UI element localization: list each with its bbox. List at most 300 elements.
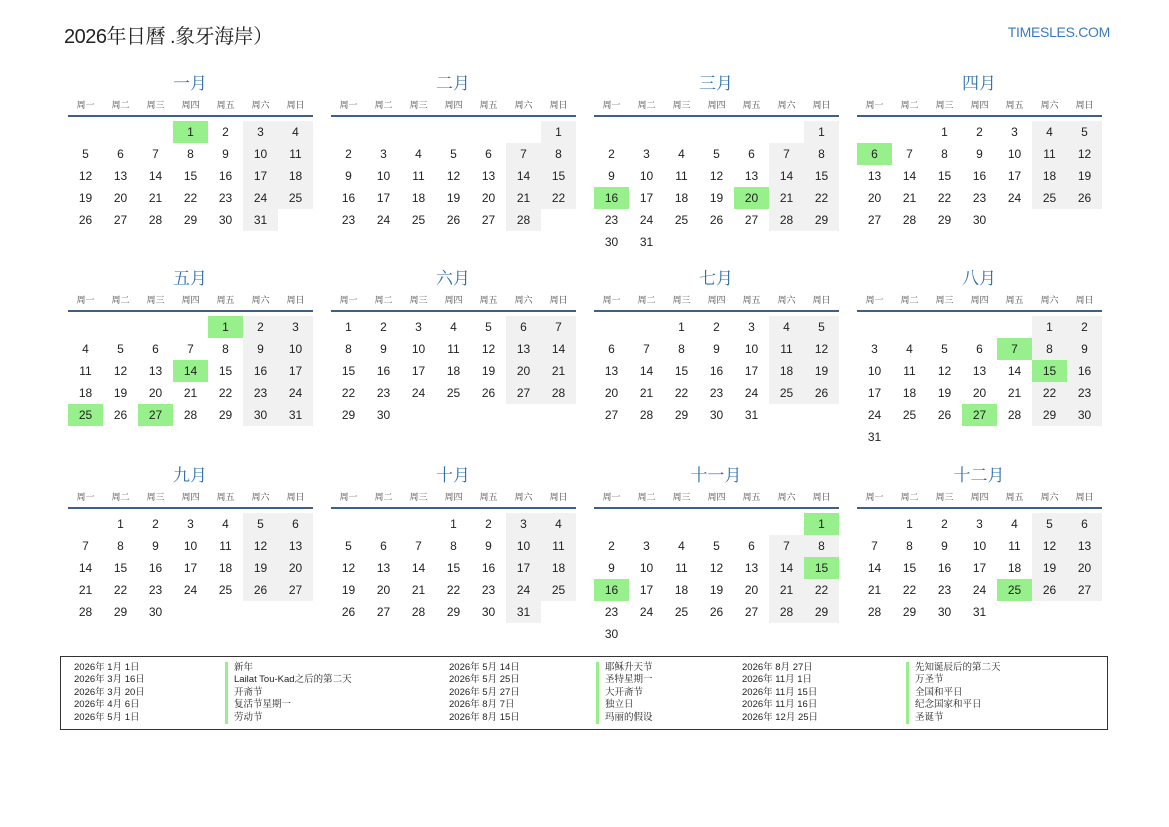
day-cell: 20 xyxy=(972,386,987,400)
day-cell: 25 xyxy=(769,382,804,404)
day-cell: 17 xyxy=(183,561,198,575)
weekday-label: 周六 xyxy=(777,100,796,110)
holiday-day-cell: 20 xyxy=(734,187,769,209)
day-cell: 8 xyxy=(450,539,457,553)
day-cell: 6 xyxy=(1067,513,1102,535)
weekday-label: 周三 xyxy=(935,492,954,502)
day-cell: 19 xyxy=(1067,165,1102,187)
day-cell: 19 xyxy=(341,583,356,597)
day-cell: 19 xyxy=(113,386,128,400)
empty-cell xyxy=(436,121,471,143)
day-cell: 12 xyxy=(709,561,724,575)
day-cell: 18 xyxy=(411,191,426,205)
day-cell: 3 xyxy=(871,342,878,356)
weekday-header xyxy=(857,96,1102,117)
day-cell: 26 xyxy=(481,386,496,400)
day-grid xyxy=(594,312,839,426)
empty-cell xyxy=(769,513,804,535)
day-cell: 3 xyxy=(643,539,650,553)
day-cell: 27 xyxy=(278,579,313,601)
day-grid xyxy=(331,509,576,623)
holiday-name: 全国和平日 xyxy=(915,686,963,698)
day-cell: 12 xyxy=(804,338,839,360)
day-cell: 2 xyxy=(380,320,387,334)
empty-cell xyxy=(366,513,401,535)
day-cell: 28 xyxy=(639,408,654,422)
empty-cell xyxy=(927,316,962,338)
holiday-day-cell: 6 xyxy=(857,143,892,165)
day-cell: 21 xyxy=(506,187,541,209)
day-cell: 20 xyxy=(506,360,541,382)
day-cell: 16 xyxy=(937,561,952,575)
weekday-header xyxy=(857,291,1102,312)
day-cell: 17 xyxy=(1007,169,1022,183)
day-cell: 20 xyxy=(278,557,313,579)
holiday-date: 2026年 5月 14日 xyxy=(449,662,520,673)
weekday-label: 周三 xyxy=(146,100,165,110)
day-cell: 30 xyxy=(218,213,233,227)
day-cell: 16 xyxy=(1067,360,1102,382)
holiday-day-cell: 1 xyxy=(804,513,839,535)
day-cell: 23 xyxy=(604,213,619,227)
weekday-label: 周三 xyxy=(935,100,954,110)
day-cell: 27 xyxy=(376,605,391,619)
day-cell: 5 xyxy=(1067,121,1102,143)
day-cell: 28 xyxy=(1007,408,1022,422)
day-cell: 22 xyxy=(902,583,917,597)
day-cell: 26 xyxy=(113,408,128,422)
day-grid xyxy=(331,312,576,426)
day-cell: 5 xyxy=(450,147,457,161)
weekday-label: 周四 xyxy=(707,295,726,305)
holiday-date: 2026年 4月 6日 xyxy=(74,699,140,711)
day-cell: 27 xyxy=(604,408,619,422)
day-cell: 5 xyxy=(1032,513,1067,535)
legend-name-column xyxy=(225,662,352,724)
day-cell: 18 xyxy=(1032,165,1067,187)
weekday-label: 周日 xyxy=(1075,492,1094,502)
day-cell: 22 xyxy=(183,191,198,205)
holiday-name: 先知诞辰后的第二天 xyxy=(915,662,1001,673)
day-cell: 4 xyxy=(1011,517,1018,531)
day-grid xyxy=(857,509,1102,623)
day-cell: 6 xyxy=(506,316,541,338)
day-cell: 21 xyxy=(902,191,917,205)
month-2 xyxy=(331,72,576,267)
day-cell: 2 xyxy=(713,320,720,334)
day-cell: 30 xyxy=(709,408,724,422)
holiday-name: 新年 xyxy=(234,662,254,673)
weekday-label: 周六 xyxy=(251,492,270,502)
day-cell: 24 xyxy=(867,408,882,422)
empty-cell xyxy=(962,316,997,338)
weekday-label: 周日 xyxy=(812,295,831,305)
day-cell: 13 xyxy=(867,169,882,183)
month-8 xyxy=(857,267,1102,464)
weekday-label: 周六 xyxy=(514,295,533,305)
day-cell: 13 xyxy=(506,338,541,360)
day-grid xyxy=(68,312,313,426)
day-cell: 1 xyxy=(804,121,839,143)
day-cell: 8 xyxy=(187,147,194,161)
empty-cell xyxy=(138,121,173,143)
day-cell: 10 xyxy=(972,539,987,553)
month-title: 一月 xyxy=(173,74,207,93)
day-cell: 10 xyxy=(744,342,759,356)
day-cell: 30 xyxy=(481,605,496,619)
day-cell: 15 xyxy=(183,169,198,183)
weekday-label: 周六 xyxy=(251,295,270,305)
holiday-name: 复活节星期一 xyxy=(234,699,292,711)
weekday-label: 周三 xyxy=(672,100,691,110)
day-cell: 12 xyxy=(243,535,278,557)
day-cell: 29 xyxy=(804,209,839,231)
weekday-label: 周三 xyxy=(409,492,428,502)
holiday-day-cell: 1 xyxy=(173,121,208,143)
day-cell: 9 xyxy=(976,147,983,161)
day-cell: 22 xyxy=(541,187,576,209)
day-cell: 18 xyxy=(902,386,917,400)
weekday-label: 周三 xyxy=(146,295,165,305)
holiday-date: 2026年 8月 27日 xyxy=(742,662,813,673)
day-cell: 14 xyxy=(902,169,917,183)
day-cell: 30 xyxy=(148,605,163,619)
day-cell: 24 xyxy=(376,213,391,227)
holiday-day-cell: 1 xyxy=(208,316,243,338)
day-cell: 14 xyxy=(78,561,93,575)
day-cell: 12 xyxy=(78,169,93,183)
weekday-header xyxy=(594,96,839,117)
day-cell: 17 xyxy=(506,557,541,579)
empty-cell xyxy=(664,513,699,535)
holiday-day-cell: 15 xyxy=(804,557,839,579)
day-cell: 18 xyxy=(674,191,689,205)
weekday-label: 周六 xyxy=(514,492,533,502)
day-cell: 1 xyxy=(1032,316,1067,338)
day-cell: 28 xyxy=(902,213,917,227)
weekday-label: 周五 xyxy=(479,492,498,502)
day-cell: 5 xyxy=(345,539,352,553)
day-cell: 10 xyxy=(639,561,654,575)
day-cell: 19 xyxy=(804,360,839,382)
day-grid xyxy=(857,312,1102,448)
day-cell: 26 xyxy=(1032,579,1067,601)
day-cell: 13 xyxy=(744,169,759,183)
weekday-label: 周日 xyxy=(549,295,568,305)
day-cell: 25 xyxy=(541,579,576,601)
day-cell: 4 xyxy=(678,539,685,553)
site-link[interactable]: TIMESLES.COM xyxy=(1007,24,1110,40)
month-4 xyxy=(857,72,1102,267)
holiday-date: 2026年 8月 15日 xyxy=(449,711,520,723)
weekday-label: 周五 xyxy=(479,295,498,305)
empty-cell xyxy=(734,121,769,143)
day-cell: 23 xyxy=(1067,382,1102,404)
day-cell: 9 xyxy=(345,169,352,183)
day-cell: 13 xyxy=(278,535,313,557)
empty-cell xyxy=(699,121,734,143)
weekday-label: 周二 xyxy=(111,100,130,110)
holiday-name: 开斋节 xyxy=(234,686,263,698)
day-cell: 2 xyxy=(345,147,352,161)
day-cell: 25 xyxy=(674,213,689,227)
holiday-date: 2026年 5月 25日 xyxy=(449,674,520,686)
day-cell: 1 xyxy=(906,517,913,531)
day-cell: 10 xyxy=(867,364,882,378)
day-cell: 24 xyxy=(183,583,198,597)
weekday-label: 周一 xyxy=(339,295,358,305)
day-cell: 6 xyxy=(117,147,124,161)
day-cell: 29 xyxy=(183,213,198,227)
weekday-header xyxy=(68,488,313,509)
day-cell: 11 xyxy=(79,364,92,378)
holiday-name: Lailat Tou-Kad之后的第二天 xyxy=(234,674,352,686)
day-cell: 23 xyxy=(481,583,496,597)
day-cell: 8 xyxy=(1032,338,1067,360)
weekday-header xyxy=(331,96,576,117)
day-cell: 23 xyxy=(148,583,163,597)
day-cell: 9 xyxy=(380,342,387,356)
day-cell: 23 xyxy=(218,191,233,205)
day-cell: 27 xyxy=(506,382,541,404)
weekday-label: 周五 xyxy=(742,100,761,110)
day-cell: 14 xyxy=(769,557,804,579)
day-cell: 8 xyxy=(804,535,839,557)
empty-cell xyxy=(997,316,1032,338)
day-cell: 12 xyxy=(113,364,128,378)
empty-cell xyxy=(892,121,927,143)
day-cell: 15 xyxy=(541,165,576,187)
holiday-day-cell: 25 xyxy=(997,579,1032,601)
day-cell: 29 xyxy=(804,601,839,623)
holiday-date: 2026年 11月 15日 xyxy=(742,686,818,698)
day-cell: 4 xyxy=(678,147,685,161)
day-cell: 17 xyxy=(278,360,313,382)
holiday-day-cell: 7 xyxy=(997,338,1032,360)
day-cell: 19 xyxy=(481,364,496,378)
day-cell: 6 xyxy=(608,342,615,356)
day-cell: 7 xyxy=(187,342,194,356)
day-cell: 17 xyxy=(867,386,882,400)
day-cell: 26 xyxy=(1067,187,1102,209)
weekday-label: 周五 xyxy=(742,295,761,305)
day-cell: 12 xyxy=(709,169,724,183)
day-cell: 11 xyxy=(447,342,460,356)
weekday-label: 周日 xyxy=(549,492,568,502)
day-cell: 26 xyxy=(804,382,839,404)
day-cell: 31 xyxy=(278,404,313,426)
day-cell: 12 xyxy=(341,561,356,575)
day-cell: 29 xyxy=(902,605,917,619)
weekday-label: 周二 xyxy=(111,492,130,502)
day-cell: 24 xyxy=(639,213,654,227)
weekday-label: 周四 xyxy=(707,100,726,110)
day-cell: 4 xyxy=(222,517,229,531)
day-cell: 1 xyxy=(678,320,685,334)
day-cell: 11 xyxy=(1008,539,1021,553)
day-cell: 17 xyxy=(243,165,278,187)
weekday-label: 周日 xyxy=(812,100,831,110)
day-cell: 2 xyxy=(1067,316,1102,338)
day-cell: 21 xyxy=(1007,386,1022,400)
month-title: 十月 xyxy=(436,466,470,485)
empty-cell xyxy=(173,316,208,338)
day-cell: 29 xyxy=(674,408,689,422)
day-cell: 11 xyxy=(903,364,916,378)
weekday-label: 周六 xyxy=(1040,100,1059,110)
day-cell: 22 xyxy=(218,386,233,400)
holiday-name: 纪念国家和平日 xyxy=(915,699,982,711)
day-cell: 10 xyxy=(183,539,198,553)
day-cell: 12 xyxy=(1032,535,1067,557)
day-cell: 29 xyxy=(341,408,356,422)
day-cell: 10 xyxy=(376,169,391,183)
day-cell: 25 xyxy=(902,408,917,422)
holiday-day-cell: 27 xyxy=(138,404,173,426)
weekday-label: 周四 xyxy=(970,295,989,305)
weekday-label: 周一 xyxy=(76,295,95,305)
day-cell: 28 xyxy=(541,382,576,404)
holiday-day-cell: 15 xyxy=(1032,360,1067,382)
day-cell: 18 xyxy=(1007,561,1022,575)
day-cell: 30 xyxy=(972,213,987,227)
weekday-label: 周一 xyxy=(602,100,621,110)
weekday-label: 周二 xyxy=(111,295,130,305)
day-cell: 24 xyxy=(243,187,278,209)
day-cell: 9 xyxy=(941,539,948,553)
legend-name-column xyxy=(906,662,1001,724)
day-cell: 10 xyxy=(243,143,278,165)
weekday-label: 周六 xyxy=(1040,295,1059,305)
day-cell: 17 xyxy=(639,583,654,597)
holiday-date: 2026年 8月 7日 xyxy=(449,699,515,711)
empty-cell xyxy=(594,513,629,535)
day-cell: 31 xyxy=(243,209,278,231)
day-cell: 4 xyxy=(415,147,422,161)
holiday-date: 2026年 3月 20日 xyxy=(74,686,145,698)
day-cell: 18 xyxy=(446,364,461,378)
day-cell: 5 xyxy=(713,147,720,161)
weekday-label: 周五 xyxy=(1005,100,1024,110)
day-cell: 12 xyxy=(481,342,496,356)
day-cell: 23 xyxy=(709,386,724,400)
day-cell: 7 xyxy=(906,147,913,161)
day-cell: 7 xyxy=(82,539,89,553)
day-cell: 24 xyxy=(278,382,313,404)
day-cell: 25 xyxy=(278,187,313,209)
day-cell: 28 xyxy=(769,209,804,231)
weekday-label: 周二 xyxy=(900,492,919,502)
day-cell: 7 xyxy=(643,342,650,356)
day-cell: 5 xyxy=(485,320,492,334)
day-cell: 9 xyxy=(1067,338,1102,360)
day-cell: 3 xyxy=(380,147,387,161)
day-cell: 12 xyxy=(446,169,461,183)
day-cell: 11 xyxy=(769,338,804,360)
weekday-label: 周四 xyxy=(444,100,463,110)
weekday-label: 周日 xyxy=(1075,100,1094,110)
day-cell: 6 xyxy=(152,342,159,356)
day-cell: 2 xyxy=(608,539,615,553)
day-cell: 18 xyxy=(78,386,93,400)
month-title: 五月 xyxy=(173,269,207,288)
weekday-label: 周一 xyxy=(339,100,358,110)
day-cell: 1 xyxy=(450,517,457,531)
weekday-label: 周三 xyxy=(935,295,954,305)
day-cell: 13 xyxy=(481,169,496,183)
weekday-label: 周四 xyxy=(181,100,200,110)
day-cell: 29 xyxy=(113,605,128,619)
day-cell: 8 xyxy=(804,143,839,165)
day-cell: 3 xyxy=(187,517,194,531)
day-cell: 28 xyxy=(506,209,541,231)
month-9 xyxy=(68,464,313,634)
day-cell: 20 xyxy=(1067,557,1102,579)
empty-cell xyxy=(594,316,629,338)
day-cell: 7 xyxy=(506,143,541,165)
weekday-label: 周日 xyxy=(286,492,305,502)
day-cell: 20 xyxy=(867,191,882,205)
empty-cell xyxy=(857,513,892,535)
day-cell: 13 xyxy=(1067,535,1102,557)
page-title: 2026年日曆 .象牙海岸） xyxy=(64,26,273,48)
day-cell: 11 xyxy=(541,535,576,557)
day-cell: 5 xyxy=(941,342,948,356)
holiday-date: 2026年 12月 25日 xyxy=(742,711,819,723)
day-cell: 20 xyxy=(481,191,496,205)
holiday-name: 圣特星期一 xyxy=(605,674,653,686)
day-cell: 22 xyxy=(341,386,356,400)
holiday-name: 大开斋节 xyxy=(605,686,644,698)
empty-cell xyxy=(769,121,804,143)
day-cell: 31 xyxy=(867,430,882,444)
day-cell: 15 xyxy=(218,364,233,378)
day-cell: 24 xyxy=(411,386,426,400)
weekday-label: 周一 xyxy=(865,100,884,110)
day-cell: 31 xyxy=(506,601,541,623)
weekday-label: 周日 xyxy=(812,492,831,502)
day-cell: 30 xyxy=(1067,404,1102,426)
weekday-label: 周六 xyxy=(777,492,796,502)
day-cell: 2 xyxy=(222,125,229,139)
holiday-name: 圣诞节 xyxy=(915,711,944,723)
day-grid xyxy=(594,509,839,645)
day-cell: 19 xyxy=(243,557,278,579)
day-cell: 27 xyxy=(744,605,759,619)
day-cell: 23 xyxy=(937,583,952,597)
day-cell: 22 xyxy=(937,191,952,205)
day-cell: 31 xyxy=(744,408,759,422)
month-title: 十二月 xyxy=(953,466,1005,485)
day-cell: 25 xyxy=(674,605,689,619)
empty-cell xyxy=(471,121,506,143)
day-cell: 3 xyxy=(643,147,650,161)
weekday-label: 周四 xyxy=(181,295,200,305)
empty-cell xyxy=(331,513,366,535)
legend-date-column xyxy=(449,662,520,724)
day-cell: 7 xyxy=(152,147,159,161)
empty-cell xyxy=(892,316,927,338)
day-cell: 1 xyxy=(117,517,124,531)
day-cell: 11 xyxy=(1032,143,1067,165)
day-cell: 18 xyxy=(769,360,804,382)
day-cell: 7 xyxy=(769,535,804,557)
day-cell: 3 xyxy=(243,121,278,143)
day-cell: 25 xyxy=(1032,187,1067,209)
day-cell: 30 xyxy=(376,408,391,422)
weekday-label: 周三 xyxy=(409,100,428,110)
day-cell: 16 xyxy=(376,364,391,378)
